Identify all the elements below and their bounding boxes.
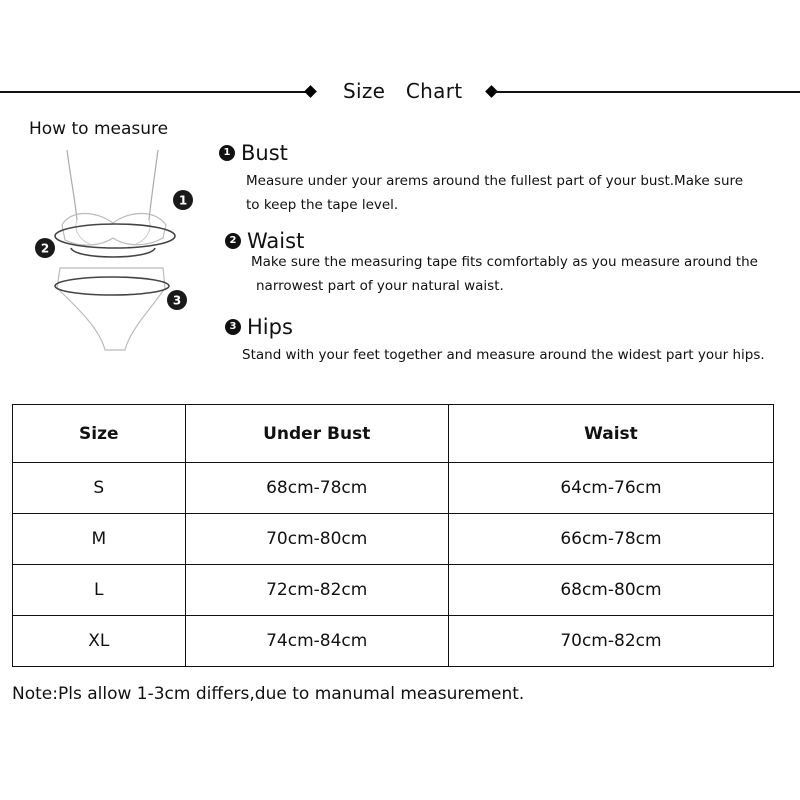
marker-2-icon — [35, 238, 55, 258]
svg-text:2: 2 — [40, 241, 50, 256]
how-to-measure-label: How to measure — [29, 119, 169, 139]
cell-size: XL — [13, 616, 186, 667]
section-title: Bust — [241, 141, 288, 165]
description-line: Stand with your feet together and measure around the widest part your hips. — [242, 347, 765, 363]
cell-size: S — [13, 463, 186, 514]
section-waist-description — [251, 250, 758, 298]
section-bust-description — [246, 169, 743, 217]
section-hips-description — [242, 343, 765, 367]
header-size: Size — [13, 405, 186, 463]
page-title: Size Chart — [343, 79, 463, 103]
description-line: Measure under your arems around the fullest part of your bust.Make sure — [246, 173, 744, 189]
section-bust-heading — [219, 141, 288, 165]
cell-waist: 68cm-80cm — [448, 565, 773, 616]
cell-size: L — [13, 565, 186, 616]
description-line: Make sure the measuring tape fits comfortably as you measure around the — [251, 254, 758, 270]
marker-1-icon — [173, 190, 193, 210]
header-waist: Waist — [448, 405, 773, 463]
table-row — [13, 565, 774, 616]
cell-under-bust: 72cm-82cm — [185, 565, 448, 616]
cell-waist: 64cm-76cm — [448, 463, 773, 514]
title-rule-left — [0, 91, 308, 93]
cell-under-bust: 74cm-84cm — [185, 616, 448, 667]
table-header-row — [13, 405, 774, 463]
cell-size: M — [13, 514, 186, 565]
number-1-icon: 1 — [219, 145, 235, 161]
header-under-bust: Under Bust — [185, 405, 448, 463]
measurement-note: Note:Pls allow 1-3cm differs,due to manumal measurement. — [12, 684, 525, 704]
diamond-icon — [304, 85, 317, 98]
size-table — [12, 404, 774, 667]
number-2-icon: 2 — [225, 233, 241, 249]
title-rule-right — [494, 91, 800, 93]
number-3-icon: 3 — [225, 319, 241, 335]
section-title: Hips — [247, 315, 293, 339]
svg-text:1: 1 — [178, 193, 188, 208]
marker-3-icon — [167, 290, 187, 310]
description-line: to keep the tape level. — [246, 197, 399, 213]
svg-text:3: 3 — [172, 293, 182, 308]
cell-waist: 66cm-78cm — [448, 514, 773, 565]
cell-waist: 70cm-82cm — [448, 616, 773, 667]
section-title: Waist — [247, 229, 305, 253]
cell-under-bust: 68cm-78cm — [185, 463, 448, 514]
table-row — [13, 463, 774, 514]
bikini-measurement-illustration — [25, 140, 205, 355]
description-line: narrowest part of your natural waist. — [256, 278, 504, 294]
table-row — [13, 616, 774, 667]
cell-under-bust: 70cm-80cm — [185, 514, 448, 565]
section-hips-heading — [225, 315, 293, 339]
table-row — [13, 514, 774, 565]
